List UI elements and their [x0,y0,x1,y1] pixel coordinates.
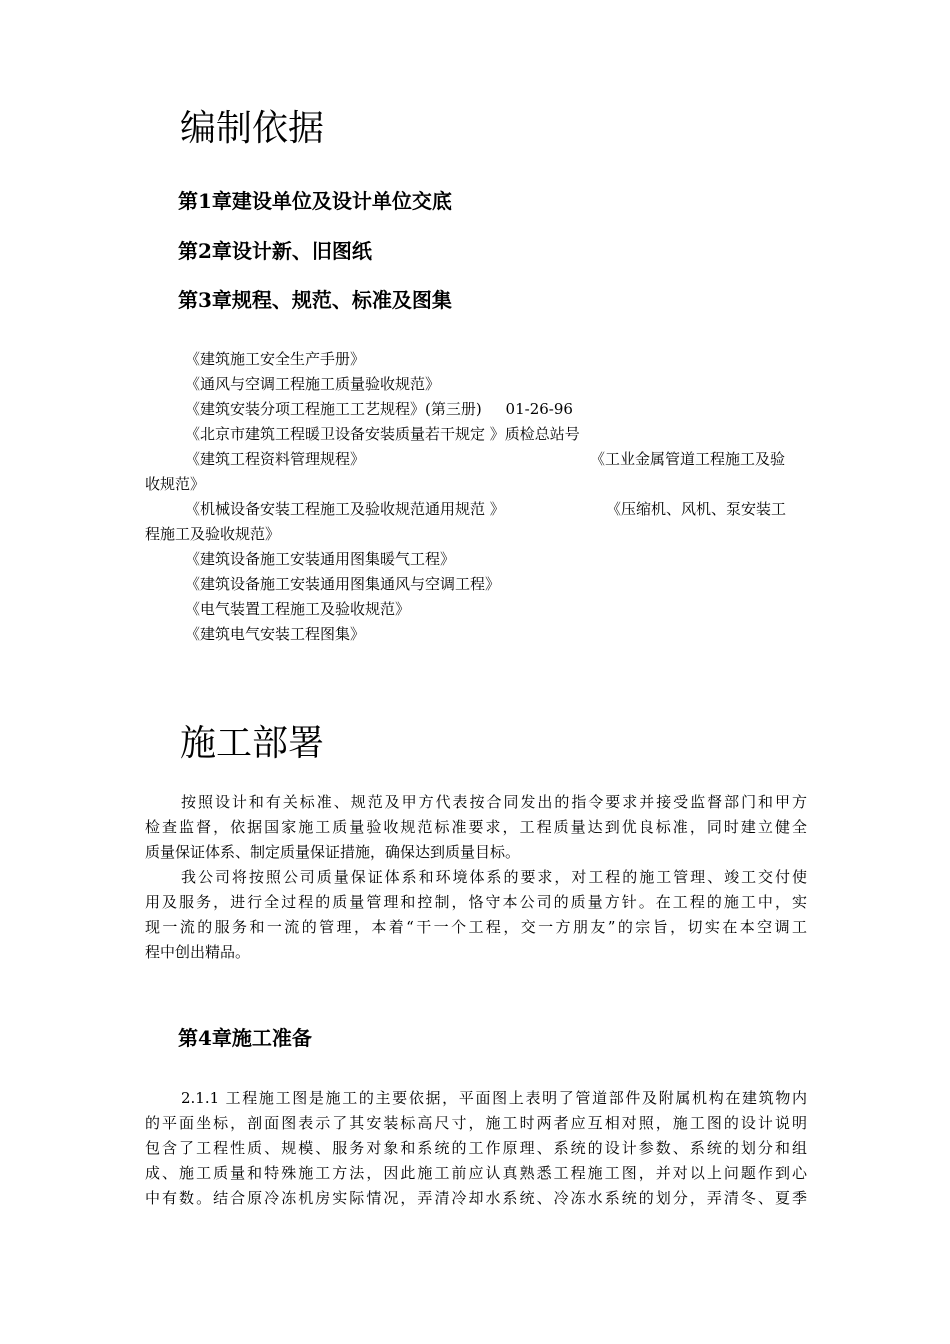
paragraph-line: 质量保证体系、制定质量保证措施，确保达到质量目标。 [145,843,521,861]
paragraph-preparation-1 [145,1086,807,1211]
reference-item: 《建筑设备施工安装通用图集暖气工程》 [185,550,456,568]
reference-item: 《建筑电气安装工程图集》 [185,625,366,643]
reference-item: 《北京市建筑工程暖卫设备安装质量若干规定 》质检总站号 [185,425,580,443]
paragraph-line: 包含了工程性质、规模、服务对象和系统的工作原理、系统的设计参数、系统的划分和组 [145,1139,807,1157]
chapter-heading-2: 第2章设计新、旧图纸 [178,239,372,263]
paragraph-deployment-1 [145,790,807,865]
paragraph-line: 用及服务，进行全过程的质量管理和控制，恪守本公司的质量方针。在工程的施工中，实 [145,893,807,911]
paragraph-line: 中有数。结合原冷冻机房实际情况，弄清冷却水系统、冷冻水系统的划分，弄清冬、夏季 [145,1189,807,1207]
reference-item: 《建筑工程资料管理规程》 [185,450,366,468]
paragraph-line: 成、施工质量和特殊施工方法，因此施工前应认真熟悉工程施工图，并对以上问题作到心 [145,1164,807,1182]
reference-item: 《电气装置工程施工及验收规范》 [185,600,411,618]
paragraph-line: 检查监督，依据国家施工质量验收规范标准要求，工程质量达到优良标准，同时建立健全 [145,818,807,836]
reference-item: 《建筑施工安全生产手册》 [185,350,366,368]
paragraph-line: 现一流的服务和一流的管理，本着“干一个工程，交一方朋友”的宗旨，切实在本空调工 [145,918,807,936]
reference-item: 《通风与空调工程施工质量验收规范》 [185,375,441,393]
paragraph-line: 程中创出精品。 [145,943,251,961]
paragraph-line: 2.1.1 工程施工图是施工的主要依据，平面图上表明了管道部件及附属机构在建筑物内 [181,1089,807,1107]
reference-item-continued: 程施工及验收规范》 [145,525,281,543]
chapter-heading-4: 第4章施工准备 [178,1026,312,1050]
reference-item: 《机械设备安装工程施工及验收规范通用规范 》 [185,500,505,518]
paragraph-line: 按照设计和有关标准、规范及甲方代表按合同发出的指令要求并接受监督部门和甲方 [181,793,807,811]
paragraph-deployment-2 [145,865,807,965]
reference-item-continued: 收规范》 [145,475,206,493]
chapter-heading-3: 第3章规程、规范、标准及图集 [178,288,452,312]
paragraph-line: 的平面坐标，剖面图表示了其安装标高尺寸，施工时两者应互相对照，施工图的设计说明 [145,1114,807,1132]
section-title-deployment: 施工部署 [180,723,325,764]
reference-item: 《工业金属管道工程施工及验 [590,450,786,468]
reference-item: 《压缩机、风机、泵安装工 [606,500,787,518]
reference-item: 《建筑设备施工安装通用图集通风与空调工程》 [185,575,501,593]
chapter-heading-1: 第1章建设单位及设计单位交底 [178,189,452,213]
reference-item: 《建筑安装分项工程施工工艺规程》(第三册) 01-26-96 [185,400,573,418]
paragraph-line: 我公司将按照公司质量保证体系和环境体系的要求，对工程的施工管理、竣工交付使 [181,868,807,886]
section-title-basis: 编制依据 [180,108,325,149]
